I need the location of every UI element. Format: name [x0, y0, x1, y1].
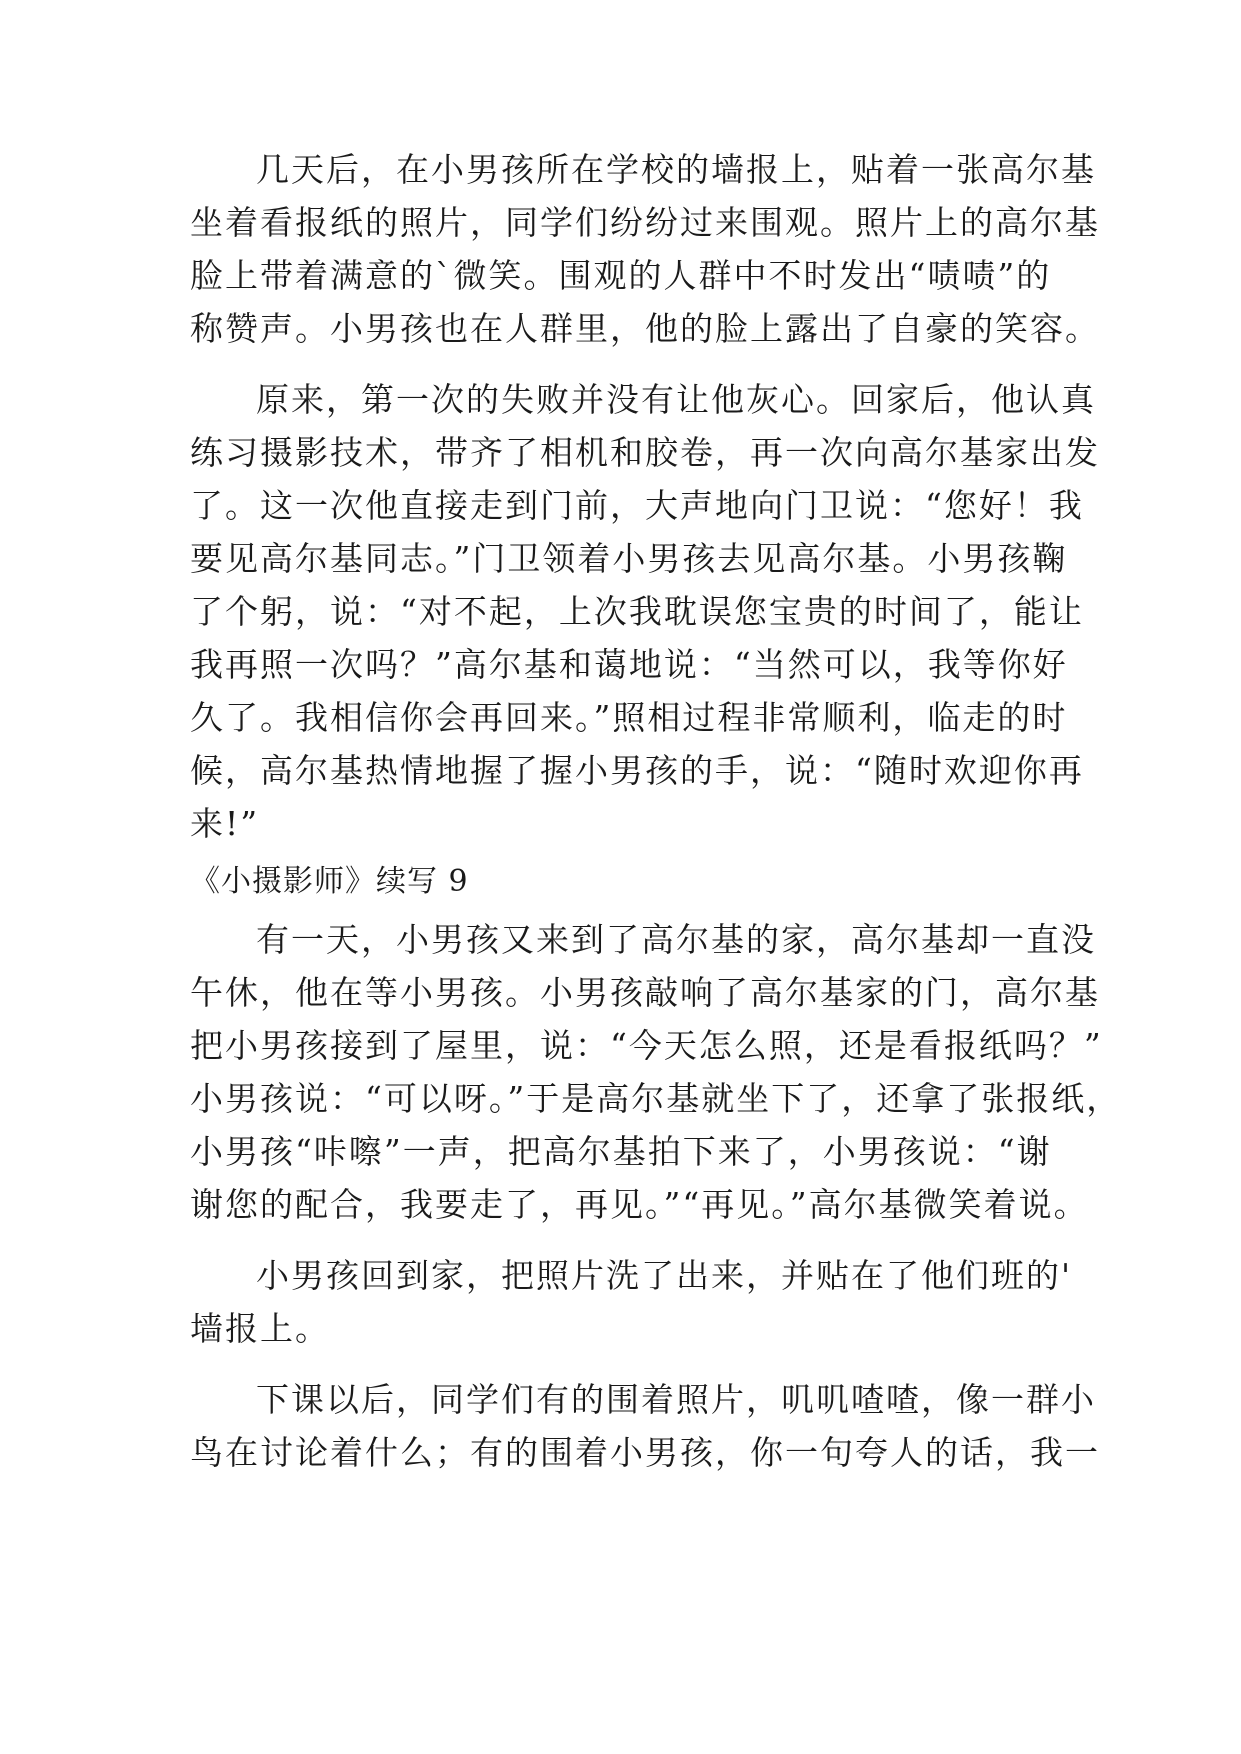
text-line: 把小男孩接到了屋里，说：“今天怎么照，还是看报纸吗？” [190, 1026, 1103, 1065]
text-line: 练习摄影技术，带齐了相机和胶卷，再一次向高尔基家出发 [190, 433, 1100, 472]
text-line: 称赞声。小男孩也在人群里，他的脸上露出了自豪的笑容。 [190, 309, 1100, 348]
text-line: 原来，第一次的失败并没有让他灰心。回家后，他认真 [256, 380, 1096, 419]
text-line: 谢您的配合，我要走了，再见。”“再见。”高尔基微笑着说。 [190, 1185, 1089, 1224]
text-line: 几天后，在小男孩所在学校的墙报上，贴着一张高尔基 [256, 150, 1096, 189]
text-line: 坐着看报纸的照片，同学们纷纷过来围观。照片上的高尔基 [190, 203, 1100, 242]
text-line: 下课以后，同学们有的围着照片，叽叽喳喳，像一群小 [256, 1380, 1096, 1419]
text-line: 有一天，小男孩又来到了高尔基的家，高尔基却一直没 [256, 920, 1096, 959]
text-line: 来!” [190, 804, 260, 843]
text-line: 午休，他在等小男孩。小男孩敲响了高尔基家的门，高尔基 [190, 973, 1100, 1012]
text-line: 小男孩“咔嚓”一声，把高尔基拍下来了，小男孩说：“谢 [190, 1132, 1052, 1171]
text-line: 鸟在讨论着什么；有的围着小男孩，你一句夸人的话，我一 [190, 1433, 1100, 1472]
text-line: 小男孩回到家，把照片洗了出来，并贴在了他们班的' [256, 1256, 1073, 1295]
text-line: 久了。我相信你会再回来。”照相过程非常顺利，临走的时 [190, 698, 1068, 737]
text-line: 要见高尔基同志。”门卫领着小男孩去见高尔基。小男孩鞠 [190, 539, 1068, 578]
text-line: 小男孩说：“可以呀。”于是高尔基就坐下了，还拿了张报纸， [190, 1079, 1122, 1118]
text-line: 了个躬，说：“对不起，上次我耽误您宝贵的时间了，能让 [190, 592, 1084, 631]
section-heading: 《小摄影师》续写 9 [190, 864, 469, 899]
text-line: 候，高尔基热情地握了握小男孩的手，说：“随时欢迎你再 [190, 751, 1084, 790]
text-line: 我再照一次吗？”高尔基和蔼地说：“当然可以，我等你好 [190, 645, 1068, 684]
text-line: 脸上带着满意的`微笑。围观的人群中不时发出“啧啧”的 [190, 256, 1052, 295]
text-line: 墙报上。 [190, 1309, 330, 1348]
text-line: 了。这一次他直接走到门前，大声地向门卫说：“您好！我 [190, 486, 1084, 525]
